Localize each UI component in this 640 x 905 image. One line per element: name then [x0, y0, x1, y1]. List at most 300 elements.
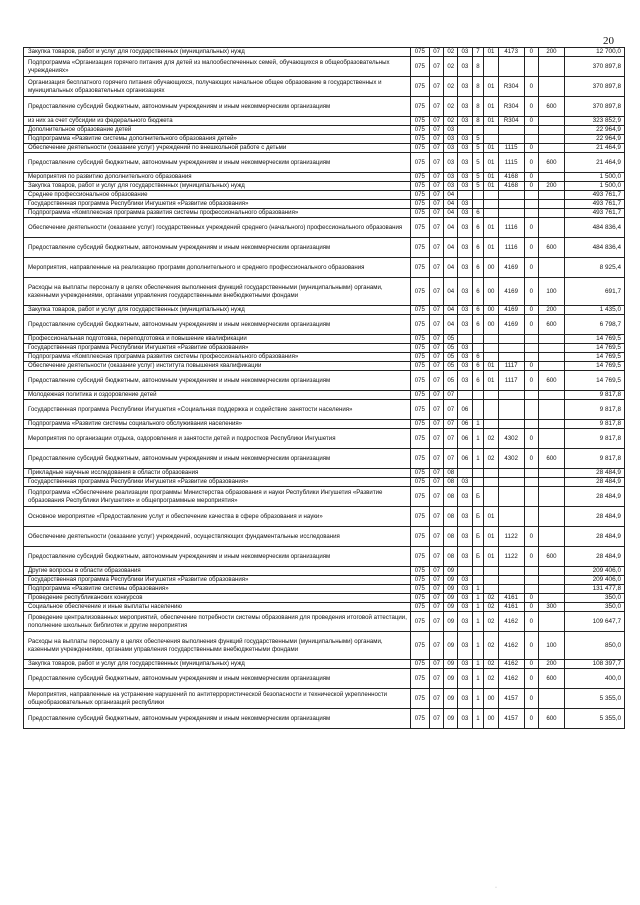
activity-code — [484, 126, 498, 135]
program-code: 03 — [458, 209, 472, 218]
subsection-code: 02 — [444, 48, 458, 57]
subsection-code: 03 — [444, 153, 458, 173]
expense-type-code — [538, 126, 564, 135]
direction-code: 4302 — [498, 429, 524, 449]
direction-code — [498, 420, 524, 429]
activity-code: 01 — [484, 153, 498, 173]
digit-code — [524, 353, 538, 362]
expense-type-code — [538, 77, 564, 97]
activity-code — [484, 200, 498, 209]
program-code: 06 — [458, 400, 472, 420]
direction-code — [498, 576, 524, 585]
activity-code — [484, 478, 498, 487]
subsection-code: 05 — [444, 371, 458, 391]
row-amount: 370 897,8 — [565, 57, 625, 77]
subprogram-code: 8 — [472, 77, 484, 97]
subprogram-code: 7 — [472, 48, 484, 57]
program-code — [458, 567, 472, 576]
budget-rows — [24, 48, 625, 729]
expense-type-code — [538, 487, 564, 507]
table-row — [24, 200, 625, 209]
subprogram-code: 1 — [472, 603, 484, 612]
direction-code: R304 — [498, 117, 524, 126]
program-code: 03 — [458, 117, 472, 126]
digit-code — [524, 478, 538, 487]
subsection-code: 02 — [444, 117, 458, 126]
section-code: 07 — [430, 669, 444, 689]
digit-code: 0 — [524, 612, 538, 632]
direction-code — [498, 353, 524, 362]
row-name: Подпрограмма «Комплексная программа развития системы профессионального образования» — [24, 353, 411, 362]
subprogram-code: 6 — [472, 278, 484, 306]
row-amount: 22 964,9 — [565, 126, 625, 135]
activity-code: 00 — [484, 315, 498, 335]
ministry-code: 075 — [410, 594, 430, 603]
digit-code — [524, 344, 538, 353]
expense-type-code: 600 — [538, 97, 564, 117]
activity-code: 01 — [484, 507, 498, 527]
program-code: 03 — [458, 306, 472, 315]
table-row — [24, 429, 625, 449]
ministry-code: 075 — [410, 173, 430, 182]
activity-code: 01 — [484, 117, 498, 126]
subprogram-code: 6 — [472, 371, 484, 391]
section-code: 07 — [430, 689, 444, 709]
program-code: 03 — [458, 594, 472, 603]
digit-code: 0 — [524, 594, 538, 603]
row-amount: 6 798,7 — [565, 315, 625, 335]
row-amount: 9 817,8 — [565, 420, 625, 429]
subsection-code: 09 — [444, 632, 458, 660]
page-number: 20 — [603, 35, 614, 47]
subsection-code: 09 — [444, 585, 458, 594]
subprogram-code: 1 — [472, 612, 484, 632]
ministry-code: 075 — [410, 603, 430, 612]
expense-type-code: 300 — [538, 603, 564, 612]
activity-code — [484, 585, 498, 594]
activity-code: 02 — [484, 669, 498, 689]
row-name: Обеспечение деятельности (оказание услуг) государственных учреждений среднего (начального) профессионального образования — [24, 218, 411, 238]
table-row — [24, 218, 625, 238]
subprogram-code — [472, 478, 484, 487]
row-name: из них за счет субсидии из федерального бюджета — [24, 117, 411, 126]
expense-type-code — [538, 469, 564, 478]
row-amount: 209 406,0 — [565, 576, 625, 585]
row-amount: 28 484,9 — [565, 547, 625, 567]
direction-code — [498, 400, 524, 420]
section-code: 07 — [430, 612, 444, 632]
activity-code: 00 — [484, 709, 498, 729]
ministry-code: 075 — [410, 709, 430, 729]
activity-code — [484, 469, 498, 478]
table-row — [24, 315, 625, 335]
activity-code — [484, 400, 498, 420]
subsection-code: 05 — [444, 344, 458, 353]
program-code: 03 — [458, 153, 472, 173]
row-amount: 493 761,7 — [565, 200, 625, 209]
activity-code: 01 — [484, 97, 498, 117]
table-row — [24, 344, 625, 353]
row-amount: 370 897,8 — [565, 77, 625, 97]
digit-code: 0 — [524, 669, 538, 689]
subsection-code: 07 — [444, 400, 458, 420]
subprogram-code: 6 — [472, 218, 484, 238]
row-name: Государственная программа Республики Ингушетия «Развитие образования» — [24, 200, 411, 209]
expense-type-code: 600 — [538, 371, 564, 391]
table-row — [24, 487, 625, 507]
activity-code: 01 — [484, 547, 498, 567]
program-code: 03 — [458, 603, 472, 612]
digit-code: 0 — [524, 77, 538, 97]
section-code: 07 — [430, 449, 444, 469]
row-name: Молодежная политика и оздоровление детей — [24, 391, 411, 400]
ministry-code: 075 — [410, 344, 430, 353]
section-code: 07 — [430, 507, 444, 527]
subsection-code: 04 — [444, 258, 458, 278]
program-code: 03 — [458, 371, 472, 391]
activity-code: 02 — [484, 612, 498, 632]
subprogram-code: 6 — [472, 238, 484, 258]
row-name: Закупка товаров, работ и услуг для государственных (муниципальных) нужд — [24, 48, 411, 57]
expense-type-code: 600 — [538, 547, 564, 567]
row-name: Проведение централизованных мероприятий, обеспечение потребности системы образования для проведения итоговой аттестации, пополнение школьных библиотек и другие мероприятия — [24, 612, 411, 632]
row-name: Предоставление субсидий бюджетным, автономным учреждениям и иным некоммерческим организациям — [24, 238, 411, 258]
expense-type-code — [538, 585, 564, 594]
expense-type-code — [538, 429, 564, 449]
digit-code: 0 — [524, 218, 538, 238]
row-name: Подпрограмма «Комплексная программа развития системы профессионального образования» — [24, 209, 411, 218]
section-code: 07 — [430, 209, 444, 218]
ministry-code: 075 — [410, 278, 430, 306]
digit-code: 0 — [524, 278, 538, 306]
digit-code: 0 — [524, 547, 538, 567]
subsection-code: 09 — [444, 612, 458, 632]
subsection-code: 05 — [444, 362, 458, 371]
digit-code — [524, 200, 538, 209]
activity-code: 00 — [484, 258, 498, 278]
program-code: 06 — [458, 449, 472, 469]
subprogram-code — [472, 191, 484, 200]
digit-code — [524, 209, 538, 218]
table-row — [24, 400, 625, 420]
section-code: 07 — [430, 278, 444, 306]
subsection-code: 08 — [444, 469, 458, 478]
direction-code: 4162 — [498, 660, 524, 669]
ministry-code: 075 — [410, 135, 430, 144]
row-amount: 22 964,9 — [565, 135, 625, 144]
activity-code — [484, 335, 498, 344]
direction-code: 4169 — [498, 258, 524, 278]
section-code: 07 — [430, 238, 444, 258]
budget-table — [23, 47, 625, 729]
expense-type-code — [538, 335, 564, 344]
ministry-code: 075 — [410, 335, 430, 344]
direction-code: 4162 — [498, 632, 524, 660]
program-code: 03 — [458, 585, 472, 594]
expense-type-code — [538, 612, 564, 632]
table-row — [24, 77, 625, 97]
program-code — [458, 191, 472, 200]
ministry-code: 075 — [410, 48, 430, 57]
expense-type-code — [538, 567, 564, 576]
program-code: 03 — [458, 362, 472, 371]
subprogram-code: Б — [472, 487, 484, 507]
section-code: 07 — [430, 258, 444, 278]
ministry-code: 075 — [410, 612, 430, 632]
row-amount: 28 484,9 — [565, 507, 625, 527]
ministry-code: 075 — [410, 507, 430, 527]
table-row — [24, 527, 625, 547]
digit-code — [524, 576, 538, 585]
section-code: 07 — [430, 487, 444, 507]
program-code — [458, 391, 472, 400]
expense-type-code: 600 — [538, 669, 564, 689]
row-name: Дополнительное образование детей — [24, 126, 411, 135]
activity-code — [484, 209, 498, 218]
subprogram-code: 8 — [472, 57, 484, 77]
ministry-code: 075 — [410, 209, 430, 218]
section-code: 07 — [430, 567, 444, 576]
expense-type-code — [538, 57, 564, 77]
subsection-code: 08 — [444, 547, 458, 567]
activity-code: 01 — [484, 182, 498, 191]
activity-code: 01 — [484, 173, 498, 182]
digit-code — [524, 469, 538, 478]
table-row — [24, 48, 625, 57]
expense-type-code — [538, 576, 564, 585]
row-name: Подпрограмма «Обеспечение реализации программы Министерства образования и науки Республики Ингушетия «Развитие образования Республики Ингушетия» и общепрограммные мероприятия» — [24, 487, 411, 507]
section-code: 07 — [430, 709, 444, 729]
program-code: 03 — [458, 612, 472, 632]
table-row — [24, 153, 625, 173]
direction-code: 1122 — [498, 527, 524, 547]
table-row — [24, 144, 625, 153]
digit-code: 0 — [524, 315, 538, 335]
table-row — [24, 117, 625, 126]
expense-type-code: 600 — [538, 449, 564, 469]
digit-code — [524, 135, 538, 144]
expense-type-code: 600 — [538, 153, 564, 173]
direction-code — [498, 135, 524, 144]
program-code: 03 — [458, 487, 472, 507]
subprogram-code: 1 — [472, 429, 484, 449]
row-name: Предоставление субсидий бюджетным, автономным учреждениям и иным некоммерческим организациям — [24, 315, 411, 335]
subsection-code: 02 — [444, 97, 458, 117]
row-name: Государственная программа Республики Ингушетия «Развитие образования» — [24, 478, 411, 487]
section-code: 07 — [430, 469, 444, 478]
digit-code — [524, 567, 538, 576]
activity-code: 01 — [484, 77, 498, 97]
activity-code — [484, 57, 498, 77]
ministry-code: 075 — [410, 576, 430, 585]
subsection-code: 08 — [444, 527, 458, 547]
direction-code: 4162 — [498, 669, 524, 689]
expense-type-code — [538, 507, 564, 527]
subsection-code: 05 — [444, 335, 458, 344]
digit-code: 0 — [524, 97, 538, 117]
direction-code — [498, 344, 524, 353]
table-row — [24, 57, 625, 77]
row-amount: 14 769,5 — [565, 335, 625, 344]
section-code: 07 — [430, 315, 444, 335]
direction-code: 1117 — [498, 362, 524, 371]
row-name: Другие вопросы в области образования — [24, 567, 411, 576]
expense-type-code — [538, 420, 564, 429]
section-code: 07 — [430, 420, 444, 429]
section-code: 07 — [430, 135, 444, 144]
subsection-code: 07 — [444, 391, 458, 400]
subprogram-code: 5 — [472, 153, 484, 173]
subsection-code: 07 — [444, 449, 458, 469]
row-amount: 850,0 — [565, 632, 625, 660]
table-row — [24, 135, 625, 144]
digit-code: 0 — [524, 660, 538, 669]
ministry-code: 075 — [410, 567, 430, 576]
digit-code — [524, 400, 538, 420]
section-code: 07 — [430, 660, 444, 669]
section-code: 07 — [430, 371, 444, 391]
table-row — [24, 209, 625, 218]
ministry-code: 075 — [410, 97, 430, 117]
activity-code: 00 — [484, 306, 498, 315]
activity-code — [484, 344, 498, 353]
table-row — [24, 576, 625, 585]
subprogram-code: 5 — [472, 144, 484, 153]
section-code: 07 — [430, 182, 444, 191]
row-name: Предоставление субсидий бюджетным, автономным учреждениям и иным некоммерческим организациям — [24, 371, 411, 391]
digit-code: 0 — [524, 689, 538, 709]
row-amount: 493 761,7 — [565, 191, 625, 200]
row-amount: 21 464,9 — [565, 153, 625, 173]
subsection-code: 04 — [444, 238, 458, 258]
row-amount: 14 769,5 — [565, 371, 625, 391]
subsection-code: 09 — [444, 576, 458, 585]
section-code: 07 — [430, 144, 444, 153]
table-row — [24, 391, 625, 400]
program-code: 06 — [458, 429, 472, 449]
expense-type-code: 200 — [538, 306, 564, 315]
section-code: 07 — [430, 603, 444, 612]
program-code: 03 — [458, 709, 472, 729]
row-name: Предоставление субсидий бюджетным, автономным учреждениям и иным некоммерческим организациям — [24, 669, 411, 689]
table-row — [24, 547, 625, 567]
row-name: Подпрограмма «Организация горячего питания для детей из малообеспеченных семей, обучающихся в общеобразовательных учреждениях» — [24, 57, 411, 77]
direction-code: 4157 — [498, 689, 524, 709]
activity-code: 01 — [484, 527, 498, 547]
program-code — [458, 335, 472, 344]
activity-code — [484, 487, 498, 507]
subprogram-code: 5 — [472, 135, 484, 144]
direction-code: 1116 — [498, 238, 524, 258]
expense-type-code: 100 — [538, 278, 564, 306]
row-name: Мероприятия, направленные на реализацию программ дополнительного и среднего профессионального образования — [24, 258, 411, 278]
expense-type-code — [538, 527, 564, 547]
ministry-code: 075 — [410, 306, 430, 315]
row-name: Предоставление субсидий бюджетным, автономным учреждениям и иным некоммерческим организациям — [24, 153, 411, 173]
subprogram-code: 1 — [472, 660, 484, 669]
subprogram-code: 5 — [472, 173, 484, 182]
section-code: 07 — [430, 362, 444, 371]
program-code — [458, 126, 472, 135]
subprogram-code: 1 — [472, 585, 484, 594]
subsection-code: 09 — [444, 567, 458, 576]
subprogram-code: 5 — [472, 182, 484, 191]
direction-code: 4169 — [498, 306, 524, 315]
row-name: Организация бесплатного горячего питания обучающихся, получающих начальное общее образование в государственных и муниципальных образовательных организациях — [24, 77, 411, 97]
ministry-code: 075 — [410, 144, 430, 153]
direction-code: 4173 — [498, 48, 524, 57]
section-code: 07 — [430, 48, 444, 57]
program-code: 03 — [458, 48, 472, 57]
expense-type-code — [538, 117, 564, 126]
program-code: 03 — [458, 218, 472, 238]
subprogram-code: Б — [472, 527, 484, 547]
activity-code — [484, 391, 498, 400]
section-code: 07 — [430, 527, 444, 547]
row-amount: 131 477,8 — [565, 585, 625, 594]
activity-code: 00 — [484, 278, 498, 306]
activity-code — [484, 353, 498, 362]
digit-code — [524, 335, 538, 344]
digit-code: 0 — [524, 709, 538, 729]
expense-type-code — [538, 144, 564, 153]
program-code: 03 — [458, 57, 472, 77]
program-code — [458, 469, 472, 478]
expense-type-code — [538, 689, 564, 709]
subprogram-code: 1 — [472, 632, 484, 660]
row-name: Подпрограмма «Развитие системы социального обслуживания населения» — [24, 420, 411, 429]
row-amount: 350,0 — [565, 603, 625, 612]
row-amount: 14 769,5 — [565, 353, 625, 362]
row-amount: 400,0 — [565, 669, 625, 689]
row-name: Подпрограмма «Развитие системы образования» — [24, 585, 411, 594]
table-row — [24, 507, 625, 527]
row-amount: 370 897,8 — [565, 97, 625, 117]
subsection-code: 09 — [444, 669, 458, 689]
row-amount: 14 769,5 — [565, 344, 625, 353]
row-amount: 1 500,0 — [565, 182, 625, 191]
table-row — [24, 603, 625, 612]
digit-code: 0 — [524, 153, 538, 173]
row-amount: 5 355,0 — [565, 689, 625, 709]
subsection-code: 04 — [444, 315, 458, 335]
expense-type-code — [538, 173, 564, 182]
row-amount: 9 817,8 — [565, 400, 625, 420]
direction-code: 4161 — [498, 594, 524, 603]
section-code: 07 — [430, 547, 444, 567]
subsection-code: 09 — [444, 660, 458, 669]
ministry-code: 075 — [410, 353, 430, 362]
expense-type-code — [538, 218, 564, 238]
direction-code: 4302 — [498, 449, 524, 469]
program-code: 03 — [458, 507, 472, 527]
direction-code — [498, 200, 524, 209]
table-row — [24, 689, 625, 709]
subsection-code: 03 — [444, 182, 458, 191]
row-name: Обеспечение деятельности (оказание услуг) учреждений по внешкольной работе с детьми — [24, 144, 411, 153]
program-code: 03 — [458, 200, 472, 209]
section-code: 07 — [430, 117, 444, 126]
digit-code: 0 — [524, 238, 538, 258]
digit-code: 0 — [524, 449, 538, 469]
ministry-code: 075 — [410, 371, 430, 391]
section-code: 07 — [430, 97, 444, 117]
row-name: Государственная программа Республики Ингушетия «Социальная поддержка и содействие занятости населения» — [24, 400, 411, 420]
ministry-code: 075 — [410, 77, 430, 97]
row-name: Проведение республиканских конкурсов — [24, 594, 411, 603]
expense-type-code — [538, 362, 564, 371]
row-amount: 21 464,9 — [565, 144, 625, 153]
